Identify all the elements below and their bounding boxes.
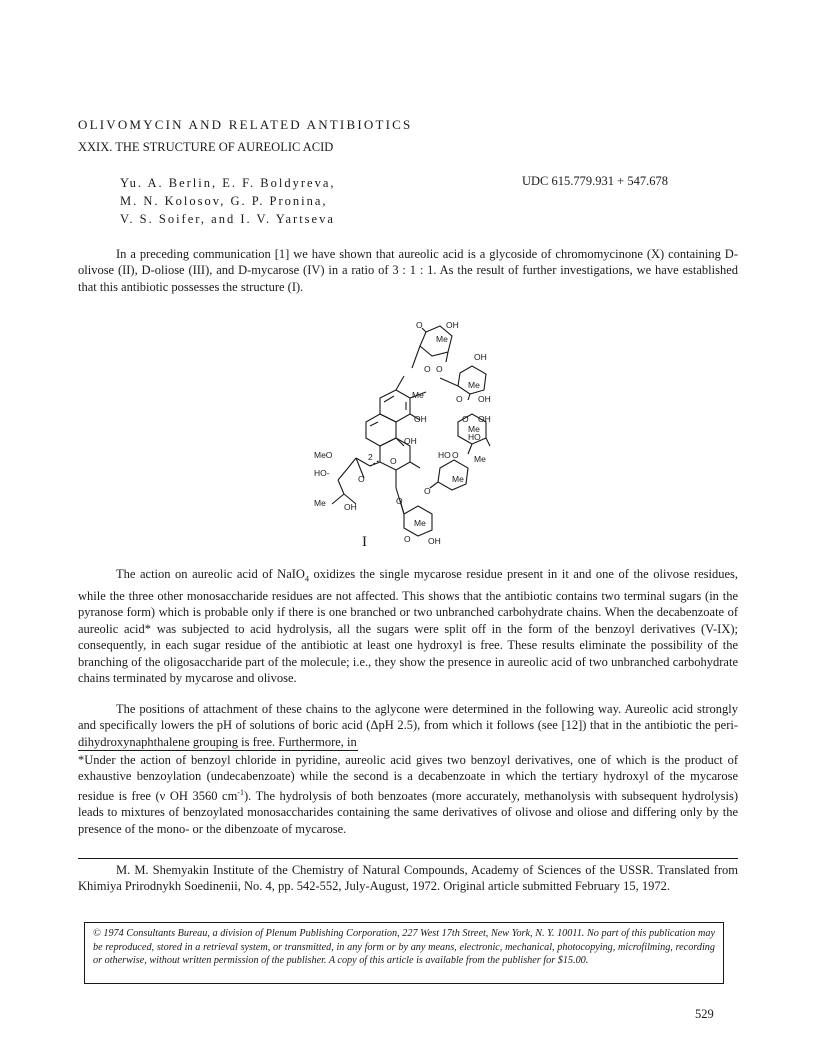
label-me: Me: [412, 390, 424, 400]
paragraph-text-part: oxidizes the single mycarose residue present in it and one of the olivose residues, while the three other monosaccharide residues are not affected. This shows that the antibiotic contains two terminal sugars (in the pyranose form) which is probable only if there is one branched or two unbranched carbohydrate chains. When the decabenzoate of aureolic acid* was subjected to acid hydrolysis, all the sugars were split off in the form of the benzoyl derivatives (V-IX); consequently, in each sugar residue of the antibiotic at least one hydroxyl is free. These results eliminate the possibility of the branching of the oligosaccharide part of the molecule; i.e., they show the presence in aureolic acid of two unbranched carbohydrate chains terminated by mycarose and olivose.: [78, 567, 738, 685]
label-me: Me: [468, 380, 480, 390]
label-o: O: [424, 364, 431, 374]
series-title: OLIVOMYCIN AND RELATED ANTIBIOTICS: [78, 117, 413, 132]
udc-code: UDC 615.779.931 + 547.678: [522, 174, 668, 188]
affiliation-divider: [78, 858, 738, 859]
label-o: O: [396, 496, 403, 506]
footnote-text: ). The hydrolysis of both benzoates (more accurately, methanolysis with subsequent hydrolysis) leads to mixtures of benzoylated monosaccharides containing the same derivatives of olivose and oliose and differing only by the presence of the mono- or the dibenzoate of mycarose.: [78, 788, 738, 836]
label-oh: OH: [446, 320, 459, 330]
label-o: O: [416, 320, 423, 330]
label-oh: OH: [404, 436, 417, 446]
label-o: O: [404, 534, 411, 544]
label-o: O: [390, 456, 397, 466]
copyright-box: © 1974 Consultants Bureau, a division of Plenum Publishing Corporation, 227 West 17th Street, New York, N. Y. 10011. No part of this publication may be reproduced, stored in a retrieval system, or transmitted, in any form or by any means, electronic, mechanical, photocopying, microfilming, recording or otherwise, without written permission of the publisher. A copy of this article is available from the publisher for $15.00.: [84, 922, 724, 984]
label-me: Me: [468, 424, 480, 434]
label-me: Me: [414, 518, 426, 528]
label-o: O: [462, 414, 469, 424]
label-o: O: [358, 474, 365, 484]
label-meo: MeO: [314, 450, 333, 460]
label-o: O: [452, 450, 459, 460]
label-me: Me: [436, 334, 448, 344]
paragraph-text: The positions of attachment of these chains to the aglycone were determined in the following way. Aureolic acid strongly and specifically lowers the pH of solutions of boric acid (ΔpH 2.5), from which it follows (see [12]) that in the antibiotic the peri-dihydroxynaphthalene grouping is free. Furthermore, in: [78, 702, 738, 749]
label-ho: HO: [438, 450, 451, 460]
superscript: -1: [237, 787, 244, 797]
author-line: Yu. A. Berlin, E. F. Boldyreva,: [120, 176, 336, 190]
label-o: O: [456, 394, 463, 404]
affiliation-text: M. M. Shemyakin Institute of the Chemistry of Natural Compounds, Academy of Sciences of the USSR. Translated from Khimiya Prirodnykh Soedinenii, No. 4, pp. 542-552, July-August, 1972. Original article submitted February 15, 1972.: [78, 863, 738, 894]
label-oh: OH: [414, 414, 427, 424]
footnote: [78, 752, 738, 837]
author-line: M. N. Kolosov, G. P. Pronina,: [120, 194, 328, 208]
label-oh: OH: [344, 502, 357, 512]
label-me: Me: [474, 454, 486, 464]
label-ho: HO-: [314, 468, 330, 478]
paragraph-text-part: The action on aureolic acid of NaIO: [116, 567, 305, 581]
subscript: 4: [304, 574, 309, 584]
paragraph-text: In a preceding communication [1] we have shown that aureolic acid is a glycoside of chromomycinone (X) containing D-olivose (II), D-oliose (III), and D-mycarose (IV) in a ratio of 3 : 1 : 1. As the result of further investigations, we have established that this antibiotic possesses the structure (I).: [78, 247, 738, 294]
label-ho: HO: [468, 432, 481, 442]
label-oh: OH: [428, 536, 441, 546]
paragraph-text: [78, 566, 738, 686]
author-line: V. S. Soifer, and I. V. Yartseva: [120, 212, 335, 226]
footnote-divider: [78, 750, 358, 751]
page-number: 529: [695, 1007, 714, 1021]
label-oh: OH: [478, 414, 491, 424]
label-oh: OH: [478, 394, 491, 404]
label-me: Me: [452, 474, 464, 484]
label-o: O: [424, 486, 431, 496]
intro-paragraph: [78, 246, 738, 295]
label-o: O: [436, 364, 443, 374]
label-2: 2: [368, 452, 373, 462]
chemical-structure-diagram: [300, 318, 540, 550]
label-me: Me: [314, 498, 326, 508]
author-list: [120, 174, 336, 228]
article-title: XXIX. THE STRUCTURE OF AUREOLIC ACID: [78, 140, 334, 154]
attachment-paragraph: [78, 701, 738, 750]
affiliation: [78, 862, 738, 895]
label-oh: OH: [474, 352, 487, 362]
footnote-text: *Under the action of benzoyl chloride in pyridine, aureolic acid gives two benzoyl derivatives, one of which is the product of exhaustive benzoylation (undecabenzoate) while the second is a decabenzoate in which the tertiary hydroxyl of the mycarose residue is free (ν OH 3560 cm: [78, 753, 738, 803]
oxidation-paragraph: [78, 566, 738, 686]
compound-label: I: [362, 534, 367, 550]
